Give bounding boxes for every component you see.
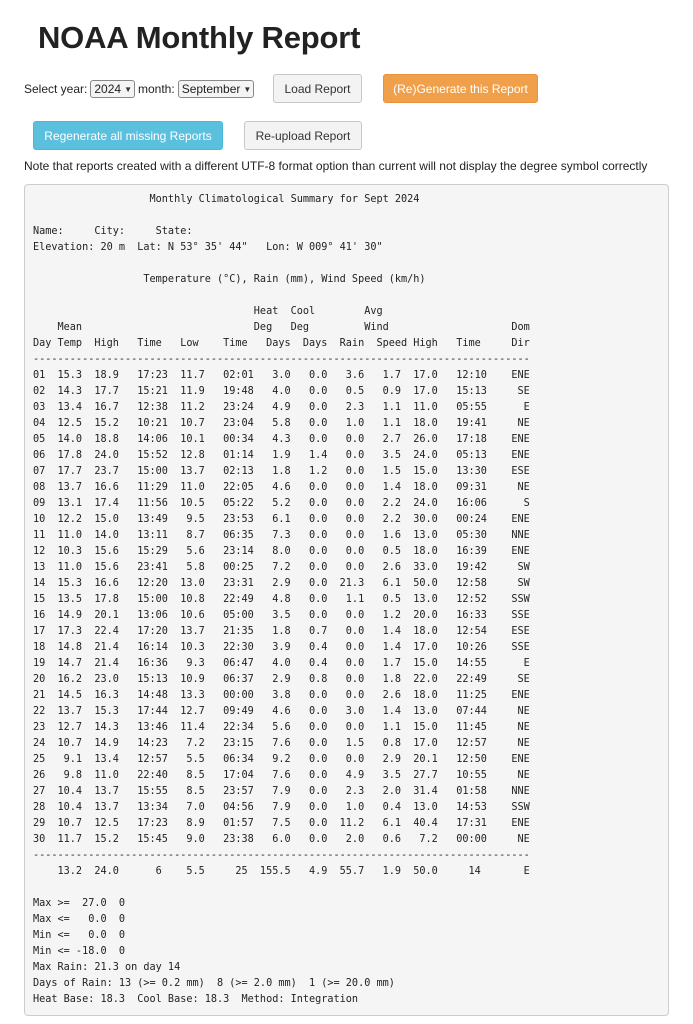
month-select-value: September [181,82,241,96]
year-label: Select year: [24,82,88,96]
report-line: 23 12.7 14.3 13:46 11.4 22:34 5.6 0.0 0.0 1.1 15.0 11:45 NE [33,722,530,733]
month-select[interactable] [178,80,255,98]
report-line: 18 14.8 21.4 16:14 10.3 22:30 3.9 0.4 0.0 1.4 17.0 10:26 SSE [33,642,530,653]
report-line: --------------------------------------------------------------------------------- [33,354,530,365]
report-line: Min <= -18.0 0 [33,946,126,957]
report-line: Name: City: State: [33,226,193,237]
year-select-value: 2024 [94,82,122,96]
report-line: Elevation: 20 m Lat: N 53° 35' 44" Lon: W 009° 41' 30" [33,242,383,253]
report-line: 20 16.2 23.0 15:13 10.9 06:37 2.9 0.8 0.0 1.8 22.0 22:49 SE [33,674,530,685]
report-line: 29 10.7 12.5 17:23 8.9 01:57 7.5 0.0 11.2 6.1 40.4 17:31 ENE [33,818,530,829]
report-line: Day Temp High Time Low Time Days Days Rain Speed High Time Dir [33,338,530,349]
report-line: Heat Base: 18.3 Cool Base: 18.3 Method: Integration [33,994,359,1005]
report-line: 21 14.5 16.3 14:48 13.3 00:00 3.8 0.0 0.0 2.6 18.0 11:25 ENE [33,690,530,701]
report-line: 25 9.1 13.4 12:57 5.5 06:34 9.2 0.0 0.0 2.9 20.1 12:50 ENE [33,754,530,765]
report-line: 05 14.0 18.8 14:06 10.1 00:34 4.3 0.0 0.0 2.7 26.0 17:18 ENE [33,434,530,445]
report-line: Temperature (°C), Rain (mm), Wind Speed (km/h) [33,274,426,285]
monthly-summary-report [33,192,530,1008]
report-line: 13.2 24.0 6 5.5 25 155.5 4.9 55.7 1.9 50.0 14 E [33,866,530,877]
regenerate-all-missing-button[interactable]: Regenerate all missing Reports [33,121,223,150]
report-line: 17 17.3 22.4 17:20 13.7 21:35 1.8 0.7 0.0 1.4 18.0 12:54 ESE [33,626,530,637]
report-line: Max >= 27.0 0 [33,898,126,909]
report-line [33,288,530,304]
report-line: 28 10.4 13.7 13:34 7.0 04:56 7.9 0.0 1.0 0.4 13.0 14:53 SSW [33,802,530,813]
report-line: Monthly Climatological Summary for Sept 2024 [33,194,420,205]
report-line: Heat Cool Avg [33,306,383,317]
report-line: 13 11.0 15.6 23:41 5.8 00:25 7.2 0.0 0.0 2.6 33.0 19:42 SW [33,562,530,573]
report-selector [24,74,257,104]
report-line: Mean Deg Deg Wind Dom [33,322,530,333]
report-line: --------------------------------------------------------------------------------- [33,850,530,861]
report-panel [24,184,669,1016]
page-title: NOAA Monthly Report [38,20,361,55]
report-line: 02 14.3 17.7 15:21 11.9 19:48 4.0 0.0 0.5 0.9 17.0 15:13 SE [33,386,530,397]
report-line: 03 13.4 16.7 12:38 11.2 23:24 4.9 0.0 2.3 1.1 11.0 05:55 E [33,402,530,413]
report-line: Days of Rain: 13 (>= 0.2 mm) 8 (>= 2.0 mm) 1 (>= 20.0 mm) [33,978,395,989]
report-line: Min <= 0.0 0 [33,930,126,941]
reupload-report-button[interactable]: Re-upload Report [244,121,362,150]
report-line: 08 13.7 16.6 11:29 11.0 22:05 4.6 0.0 0.0 1.4 18.0 09:31 NE [33,482,530,493]
report-line: Max <= 0.0 0 [33,914,126,925]
chevron-down-icon: ▼ [243,84,252,94]
report-line: 09 13.1 17.4 11:56 10.5 05:22 5.2 0.0 0.0 2.2 24.0 16:06 S [33,498,530,509]
report-line: 30 11.7 15.2 15:45 9.0 23:38 6.0 0.0 2.0 0.6 7.2 00:00 NE [33,834,530,845]
regenerate-report-button[interactable]: (Re)Generate this Report [383,74,538,103]
report-line: 10 12.2 15.0 13:49 9.5 23:53 6.1 0.0 0.0 2.2 30.0 00:24 ENE [33,514,530,525]
report-line: 22 13.7 15.3 17:44 12.7 09:49 4.6 0.0 3.0 1.4 13.0 07:44 NE [33,706,530,717]
report-line: 19 14.7 21.4 16:36 9.3 06:47 4.0 0.4 0.0 1.7 15.0 14:55 E [33,658,530,669]
report-line: 16 14.9 20.1 13:06 10.6 05:00 3.5 0.0 0.0 1.2 20.0 16:33 SSE [33,610,530,621]
report-line: 15 13.5 17.8 15:00 10.8 22:49 4.8 0.0 1.1 0.5 13.0 12:52 SSW [33,594,530,605]
report-line: 07 17.7 23.7 15:00 13.7 02:13 1.8 1.2 0.0 1.5 15.0 13:30 ESE [33,466,530,477]
month-label: month: [138,82,175,96]
utf8-note: Note that reports created with a different UTF-8 format option than current will not display the degree symbol correctly [24,159,648,173]
report-line [33,880,530,896]
report-line: 26 9.8 11.0 22:40 8.5 17:04 7.6 0.0 4.9 3.5 27.7 10:55 NE [33,770,530,781]
report-line: 14 15.3 16.6 12:20 13.0 23:31 2.9 0.0 21.3 6.1 50.0 12:58 SW [33,578,530,589]
year-select[interactable] [90,80,135,98]
report-line: 04 12.5 15.2 10:21 10.7 23:04 5.8 0.0 1.0 1.1 18.0 19:41 NE [33,418,530,429]
report-line: 06 17.8 24.0 15:52 12.8 01:14 1.9 1.4 0.0 3.5 24.0 05:13 ENE [33,450,530,461]
load-report-button[interactable]: Load Report [273,74,362,103]
report-line: 12 10.3 15.6 15:29 5.6 23:14 8.0 0.0 0.0 0.5 18.0 16:39 ENE [33,546,530,557]
report-line [33,256,530,272]
report-line: Max Rain: 21.3 on day 14 [33,962,181,973]
report-line [33,208,530,224]
chevron-down-icon: ▼ [124,84,132,94]
report-line: 24 10.7 14.9 14:23 7.2 23:15 7.6 0.0 1.5 0.8 17.0 12:57 NE [33,738,530,749]
report-line: 27 10.4 13.7 15:55 8.5 23:57 7.9 0.0 2.3 2.0 31.4 01:58 NNE [33,786,530,797]
report-line: 11 11.0 14.0 13:11 8.7 06:35 7.3 0.0 0.0 1.6 13.0 05:30 NNE [33,530,530,541]
report-line: 01 15.3 18.9 17:23 11.7 02:01 3.0 0.0 3.6 1.7 17.0 12:10 ENE [33,370,530,381]
